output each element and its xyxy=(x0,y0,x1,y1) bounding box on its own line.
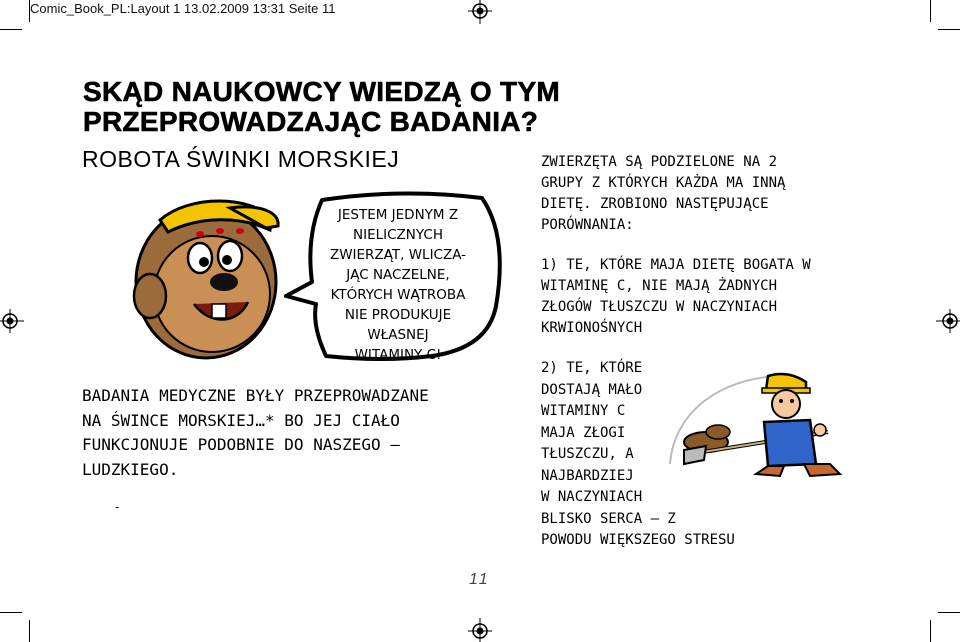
left-paragraph-line: FUNKCJONUJE PODOBNIE DO NASZEGO – xyxy=(82,435,400,454)
right-point-2-line: MAJA ZŁOGI xyxy=(541,424,626,441)
right-point-2-line: DOSTAJĄ MAŁO xyxy=(541,381,643,398)
bubble-line: JESTEM JEDNYM Z xyxy=(337,207,459,223)
crop-mark-bottom-left-h xyxy=(0,612,22,613)
section-subheading: ROBOTA ŚWINKI MORSKIEJ xyxy=(82,146,400,172)
registration-mark-top xyxy=(468,0,492,24)
page-heading xyxy=(83,77,560,137)
right-intro-line: ZWIERZĘTA SĄ PODZIELONE NA 2 xyxy=(541,154,778,170)
guinea-pig-illustration xyxy=(120,186,300,366)
right-point-2-line: 2) TE, KTÓRE xyxy=(541,360,643,376)
right-point-2-line: POWODU WIĘKSZEGO STRESU xyxy=(541,532,735,548)
registration-mark-right xyxy=(936,309,960,333)
right-point-2-line: TŁUSZCZU, A xyxy=(541,446,634,462)
bubble-line: JĄC NACZELNE, xyxy=(346,267,450,283)
right-point-2-line: BLISKO SERCA – Z xyxy=(541,510,676,527)
right-point-2-line: NAJBARDZIEJ xyxy=(541,467,634,484)
crop-mark-bottom-right xyxy=(930,620,931,642)
speech-bubble-text xyxy=(306,205,490,365)
bubble-line: WITAMINY C! xyxy=(354,347,442,363)
registration-mark-bottom xyxy=(468,618,492,642)
left-paragraph-line: LUDZKIEGO. xyxy=(82,459,179,479)
right-point-2 xyxy=(541,358,735,552)
crop-mark-top-right xyxy=(930,0,931,22)
crop-mark-top-left xyxy=(29,0,30,22)
right-point-1-line: 1) TE, KTÓRE MAJA DIETĘ BOGATA W xyxy=(541,257,811,273)
right-point-1-line: KRWIONOŚNYCH xyxy=(541,320,643,336)
right-point-1-line: WITAMINĘ C, NIE MAJĄ ŻADNYCH xyxy=(541,278,778,294)
crop-mark-top-left-h xyxy=(0,29,22,30)
left-paragraph-line: BADANIA MEDYCZNE BYŁY PRZEPROWADZANE xyxy=(82,386,429,405)
bubble-line: WŁASNEJ xyxy=(367,327,429,343)
left-paragraph-line: NA ŚWINCE MORSKIEJ…* BO JEJ CIAŁO xyxy=(82,410,400,430)
heading-line-1: SKĄD NAUKOWCY WIEDZĄ O TYM xyxy=(83,76,561,107)
bubble-line: KTÓRYCH WĄTROBA xyxy=(330,287,466,303)
crop-mark-top-right-h xyxy=(938,29,960,30)
right-intro-line: DIETĘ. ZROBIONO NASTĘPUJĄCE xyxy=(541,196,769,212)
right-point-2-line: WITAMINY C xyxy=(541,403,626,419)
right-point-1-line: ZŁOGÓW TŁUSZCZU W NACZYNIACH xyxy=(541,299,778,315)
bubble-line: ZWIERZĄT, WLICZA- xyxy=(329,247,467,263)
page-number: 11 xyxy=(469,571,490,588)
right-point-2-line: W NACZYNIACH xyxy=(541,489,643,505)
bubble-line: NIE PRODUKUJE xyxy=(344,307,452,323)
right-intro-line: GRUPY Z KTÓRYCH KAŻDA MA INNĄ xyxy=(541,175,786,191)
printer-slug: Comic_Book_PL:Layout 1 13.02.2009 13:31 Seite 11 xyxy=(30,1,336,16)
heading-line-2: PRZEPROWADZAJĄC BADANIA? xyxy=(83,106,539,137)
right-point-1 xyxy=(541,255,921,339)
right-intro-paragraph xyxy=(541,152,921,236)
footnote-mark: - xyxy=(115,500,120,514)
crop-mark-bottom-left xyxy=(29,620,30,642)
right-intro-line: PORÓWNANIA: xyxy=(541,217,634,233)
registration-mark-left xyxy=(0,309,24,333)
crop-mark-bottom-right-h xyxy=(938,612,960,613)
left-paragraph xyxy=(82,384,522,482)
bubble-line: NIELICZNYCH xyxy=(353,227,443,243)
